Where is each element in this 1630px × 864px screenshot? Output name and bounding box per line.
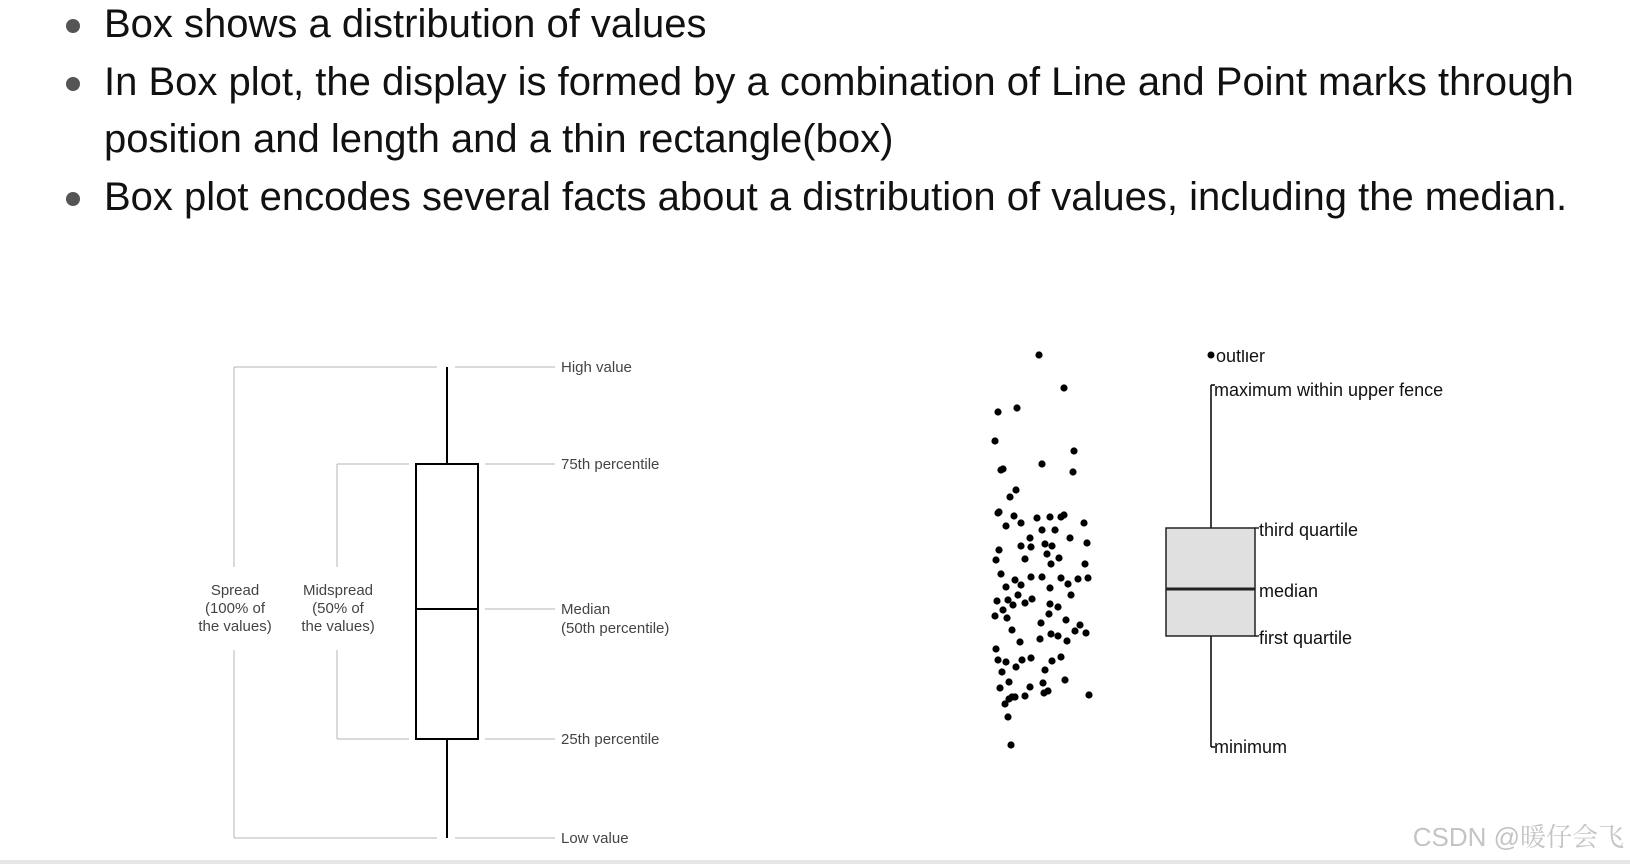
data-point — [1027, 543, 1034, 550]
data-point — [1057, 574, 1064, 581]
data-point — [1002, 583, 1009, 590]
data-point — [1048, 542, 1055, 549]
data-point — [1080, 519, 1087, 526]
bullet-text: Box shows a distribution of values — [104, 2, 707, 46]
data-point — [1007, 741, 1014, 748]
data-point — [1037, 619, 1044, 626]
data-point — [1060, 511, 1067, 518]
data-point — [1046, 584, 1053, 591]
data-point — [1017, 581, 1024, 588]
data-point — [1010, 512, 1017, 519]
label-outlier: outlier — [1216, 350, 1266, 366]
data-point — [1011, 576, 1018, 583]
bullet-list — [62, 0, 1582, 226]
data-point — [1004, 713, 1011, 720]
data-point — [1039, 679, 1046, 686]
data-point — [1047, 630, 1054, 637]
label-low-value: Low value — [561, 830, 629, 845]
data-point — [1021, 692, 1028, 699]
data-point — [1006, 493, 1013, 500]
label-midspread: Midspread — [302, 582, 374, 599]
bullet-dot — [66, 77, 80, 91]
data-point — [1060, 384, 1067, 391]
data-point — [997, 466, 1004, 473]
watermark: CSDN @暖仔会飞 — [1412, 822, 1624, 852]
data-point — [999, 606, 1006, 613]
data-point — [1013, 404, 1020, 411]
data-point — [1084, 574, 1091, 581]
label-median-sub: (50th percentile) — [561, 620, 670, 637]
jitter-points — [991, 351, 1092, 748]
data-point — [991, 612, 998, 619]
bullet-item — [62, 169, 1582, 227]
data-point — [993, 597, 1000, 604]
data-point — [1069, 468, 1076, 475]
label-maximum: maximum within upper fence — [1214, 380, 1444, 400]
data-point — [1044, 687, 1051, 694]
data-point — [1047, 560, 1054, 567]
data-point — [995, 546, 1002, 553]
label-spread: Spread — [210, 582, 260, 599]
data-point — [997, 570, 1004, 577]
data-point — [1064, 580, 1071, 587]
bottom-divider — [0, 860, 1630, 864]
label-median: median — [1259, 581, 1319, 601]
data-point — [1063, 637, 1070, 644]
data-point — [1027, 573, 1034, 580]
outlier-marker — [1208, 352, 1215, 359]
data-point — [994, 509, 1001, 516]
bullet-dot — [66, 192, 80, 206]
box — [416, 464, 478, 739]
data-point — [1057, 653, 1064, 660]
data-point — [1017, 519, 1024, 526]
box — [1166, 528, 1255, 636]
data-point — [1021, 599, 1028, 606]
data-point — [1054, 632, 1061, 639]
bullet-text: In Box plot, the display is formed by a combination of Line and Point marks through position and length and a thin rectangle(box) — [104, 59, 1574, 161]
bullet-item — [62, 54, 1582, 169]
data-point — [1028, 595, 1035, 602]
data-point — [1012, 486, 1019, 493]
data-point — [1017, 542, 1024, 549]
label-spread-line2: (100% of — [204, 600, 266, 617]
data-point — [1051, 526, 1058, 533]
data-point — [1055, 554, 1062, 561]
data-point — [1043, 550, 1050, 557]
label-midspread-line3: the values) — [301, 618, 375, 635]
label-high-value: High value — [561, 359, 632, 376]
label-spread-line3: the values) — [198, 618, 272, 635]
data-point — [992, 645, 999, 652]
data-point — [1008, 693, 1015, 700]
data-point — [1005, 678, 1012, 685]
label-median: Median — [561, 601, 611, 618]
data-point — [1016, 638, 1023, 645]
data-point — [1038, 460, 1045, 467]
label-75th-percentile: 75th percentile — [561, 456, 660, 473]
data-point — [996, 684, 1003, 691]
data-point — [1014, 591, 1021, 598]
label-midspread-line2: (50% of — [312, 600, 364, 617]
data-point — [1038, 573, 1045, 580]
data-point — [994, 656, 1001, 663]
data-point — [1067, 591, 1074, 598]
data-point — [1002, 658, 1009, 665]
data-point — [1054, 603, 1061, 610]
data-point — [998, 668, 1005, 675]
data-point — [1038, 526, 1045, 533]
data-point — [1046, 513, 1053, 520]
annotated-boxplot-diagram — [180, 355, 700, 845]
data-point — [1083, 539, 1090, 546]
label-first-quartile: first quartile — [1259, 628, 1353, 648]
data-point — [1062, 616, 1069, 623]
data-point — [1046, 600, 1053, 607]
data-point — [1074, 575, 1081, 582]
data-point — [1033, 514, 1040, 521]
data-point — [1066, 534, 1073, 541]
data-point — [1008, 626, 1015, 633]
data-point — [991, 437, 998, 444]
jitter-boxplot-diagram — [990, 350, 1550, 780]
bullet-dot — [66, 19, 80, 33]
data-point — [1012, 663, 1019, 670]
data-point — [1041, 540, 1048, 547]
data-point — [1045, 610, 1052, 617]
bullet-item — [62, 0, 1582, 54]
data-point — [994, 408, 1001, 415]
data-point — [1082, 629, 1089, 636]
label-minimum: minimum — [1214, 737, 1288, 757]
data-point — [1070, 447, 1077, 454]
data-point — [1085, 691, 1092, 698]
data-point — [1003, 614, 1010, 621]
data-point — [1026, 683, 1033, 690]
label-25th-percentile: 25th percentile — [561, 731, 660, 748]
data-point — [1048, 657, 1055, 664]
bullet-text: Box plot encodes several facts about a distribution of values, including the median. — [104, 174, 1568, 219]
data-point — [1002, 522, 1009, 529]
data-point — [992, 556, 999, 563]
data-point — [1018, 656, 1025, 663]
data-point — [1036, 635, 1043, 642]
data-point — [1026, 534, 1033, 541]
data-point — [1076, 621, 1083, 628]
data-point — [1071, 627, 1078, 634]
data-point — [1021, 555, 1028, 562]
data-point — [1041, 666, 1048, 673]
label-third-quartile: third quartile — [1259, 520, 1359, 540]
data-point — [1035, 351, 1042, 358]
data-point — [1061, 676, 1068, 683]
data-point — [1009, 601, 1016, 608]
data-point — [1027, 654, 1034, 661]
data-point — [1081, 560, 1088, 567]
data-point — [1001, 700, 1008, 707]
